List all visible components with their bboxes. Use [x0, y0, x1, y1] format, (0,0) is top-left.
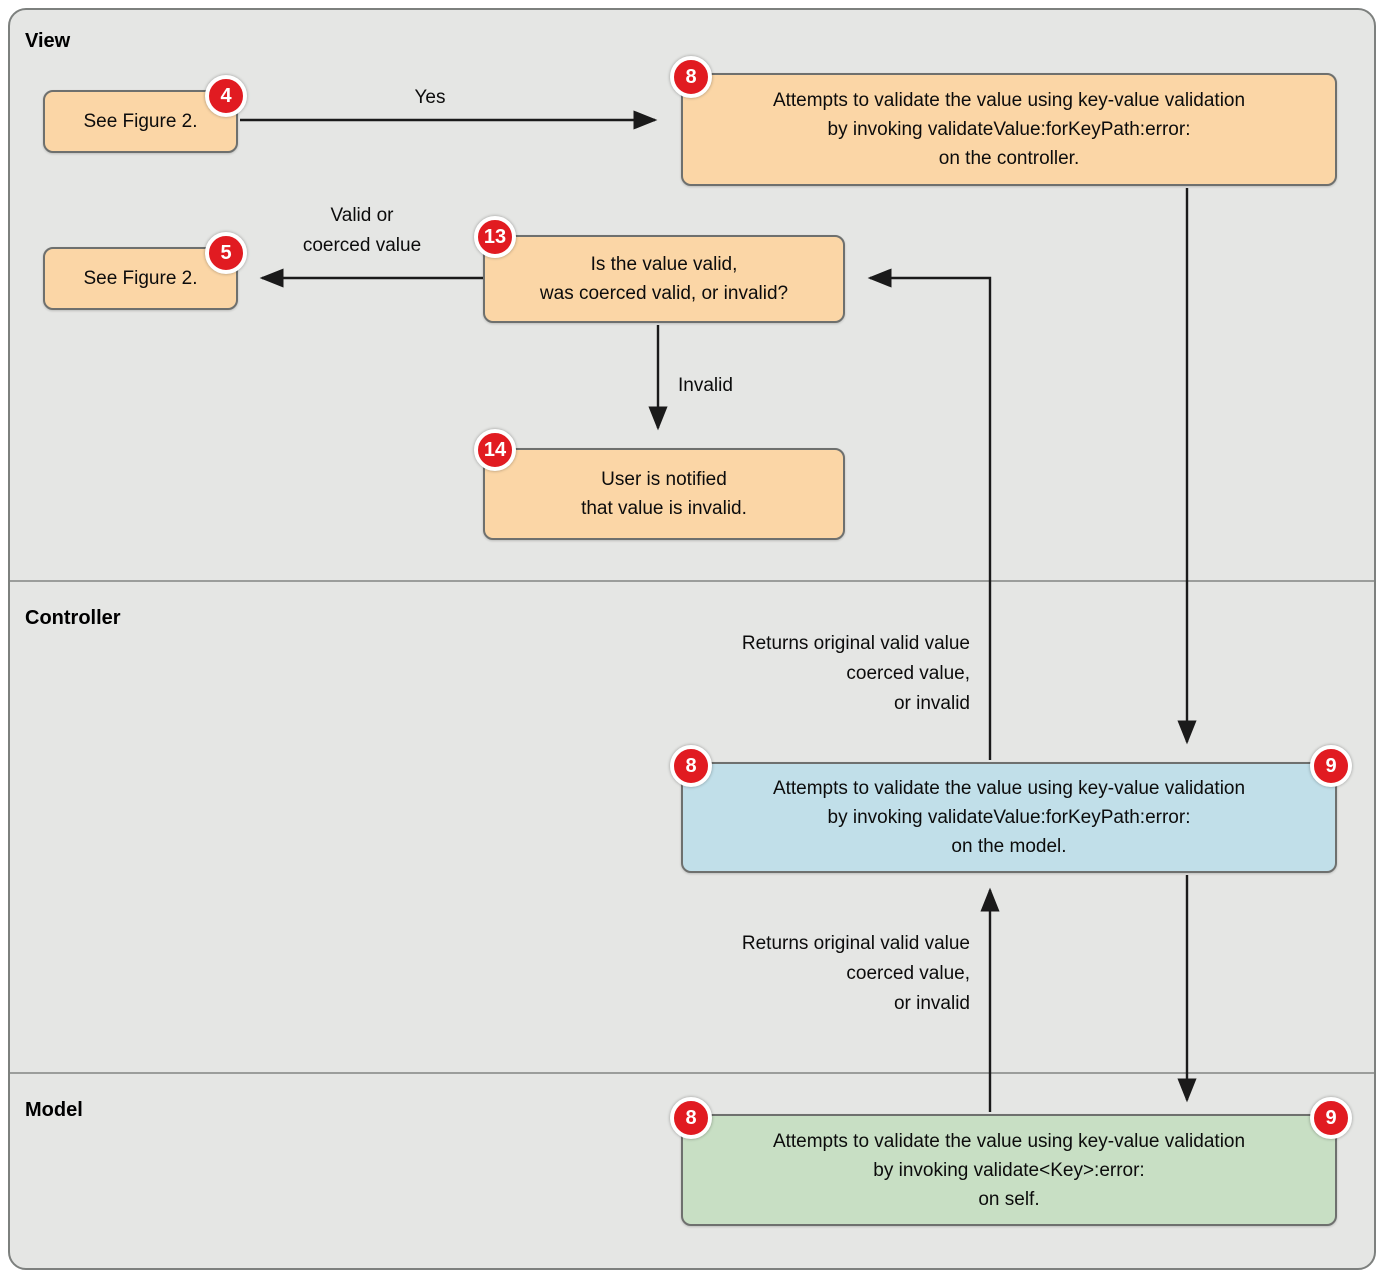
box-text-line: that value is invalid. [581, 498, 747, 519]
box-text-line: on the controller. [938, 148, 1080, 169]
box-text-line: Is the value valid, [590, 254, 738, 275]
decision-box [483, 226, 845, 323]
step-badge-13: 13 [474, 216, 516, 258]
validate-on-self-box [681, 1107, 1337, 1226]
box-text-line: Attempts to validate the value using key-value validation [772, 90, 1246, 111]
step-badge-9: 9 [1310, 1097, 1352, 1139]
box-text: See Figure 2. [83, 268, 198, 289]
box-text-line: User is notified [601, 469, 727, 490]
box-text-line: Attempts to validate the value using key-value validation [772, 1130, 1246, 1152]
box-text: See Figure 2. [83, 111, 198, 132]
validate-on-model-box [681, 755, 1337, 873]
lane-label-view: View [25, 30, 71, 52]
edge-label-line: coerced value, [846, 663, 970, 684]
box-text-line: on self. [978, 1188, 1040, 1210]
edge-label-line: coerced value [302, 235, 422, 256]
box-text-line: by invoking validateValue:forKeyPath:error: [827, 119, 1191, 140]
edge-label-yes: Yes [414, 87, 446, 108]
view-controller-divider [10, 580, 1374, 582]
step-badge-5: 5 [205, 232, 247, 274]
see-figure-box-top [43, 85, 238, 153]
step-badge-9: 9 [1310, 745, 1352, 787]
validate-on-controller-box [681, 66, 1337, 186]
see-figure-box-mid [43, 242, 238, 310]
edge-label-line: or invalid [893, 993, 970, 1014]
lane-label-controller: Controller [25, 607, 121, 629]
box-text-line: by invoking validate<Key>:error: [873, 1159, 1145, 1181]
box-text-line: on the model. [951, 836, 1067, 857]
step-badge-8: 8 [670, 1097, 712, 1139]
step-badge-14: 14 [474, 429, 516, 471]
controller-model-divider [10, 1072, 1374, 1074]
edge-label-line: Valid or [330, 205, 394, 226]
edge-label-returns-top [620, 629, 970, 719]
box-text-line: Attempts to validate the value using key-value validation [772, 778, 1246, 799]
edge-label-line: Returns original valid value [741, 633, 970, 654]
edge-label-invalid: Invalid [678, 375, 733, 396]
edge-label-valid-or-coerced [262, 201, 462, 261]
edge-label-line: Returns original valid value [741, 933, 970, 954]
box-text-line: by invoking validateValue:forKeyPath:error: [827, 807, 1191, 828]
user-notified-box [483, 439, 845, 540]
box-text-line: was coerced valid, or invalid? [539, 283, 789, 304]
lane-label-model: Model [25, 1099, 83, 1121]
step-badge-8: 8 [670, 56, 712, 98]
edge-label-line: or invalid [893, 693, 970, 714]
step-badge-8: 8 [670, 745, 712, 787]
step-badge-4: 4 [205, 75, 247, 117]
edge-label-line: coerced value, [846, 963, 970, 984]
edge-label-returns-bottom [620, 929, 970, 1019]
